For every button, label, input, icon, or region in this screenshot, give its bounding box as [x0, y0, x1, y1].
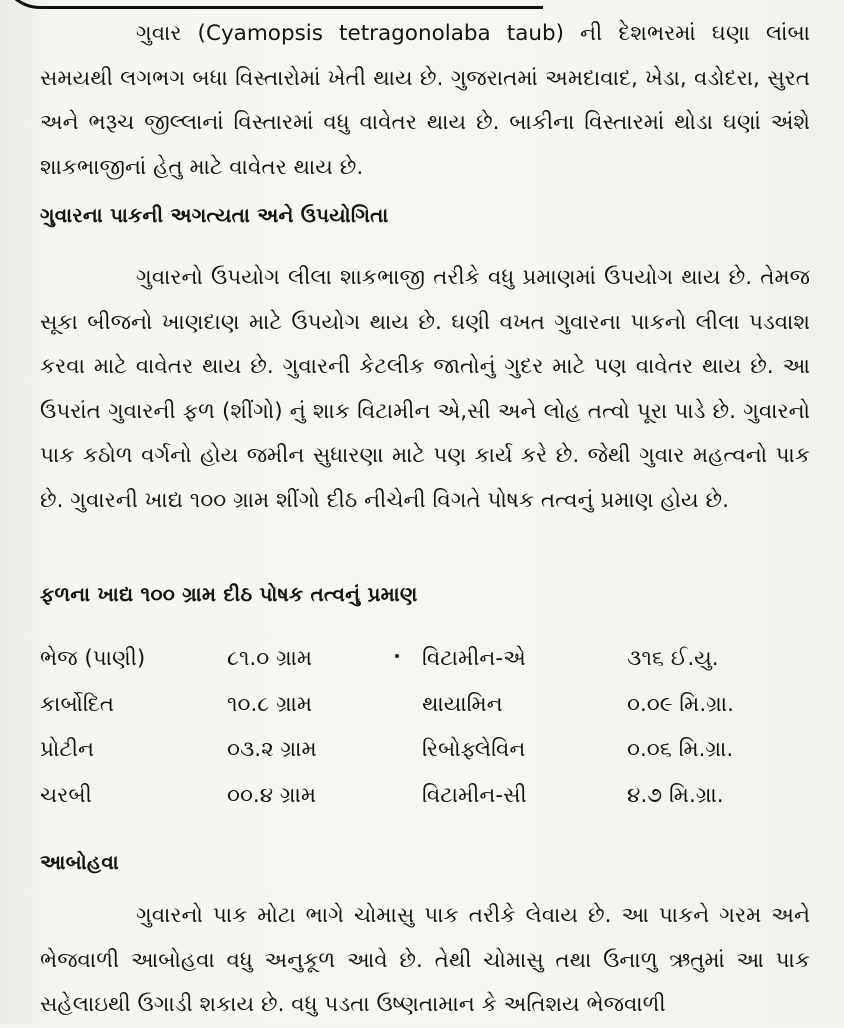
climate-heading: આબોહવા: [40, 850, 119, 874]
nutrient-name: ચરબી: [40, 782, 92, 808]
importance-text: ગુવારનો ઉપયોગ લીલા શાકભાજી તરીકે વધુ પ્રમાણમાં ઉપયોગ થાય છે. તેમજ સૂકા બીજનો ખાણદાણ માટે ઉપયોગ થાય છે. ઘણી વખત ગુવારના પાકનો લીલા પડવાશ કરવા માટે વાવેતર થાય છે. ગુવારની કેટલીક જાતોનું ગુદર માટે પણ વાવેતર થાય છે. આ ઉપરાંત ગુવારની ફળ (શીંગો) નું શાક વિટામીન એ,સી અને લોહ તત્વો પૂરા પાડે છે. ગુવારનો પાક કઠોળ વર્ગનો હોય જમીન સુધારણા માટે પણ કાર્ય કરે છે. જેથી ગુવાર મહત્વનો પાક છે. ગુવારની ખાદ્ય ૧૦૦ ગ્રામ શીંગો દીઠ નીચેની વિગતે પોષક તત્વનું પ્રમાણ હોય છે.: [40, 265, 810, 513]
nutrient-value: ૦૦.૪ ગ્રામ: [227, 782, 317, 808]
intro-text: ગુવાર (Cyamopsis tetragonolaba taub) ની દેશભરમાં ઘણા લાંબા સમયથી લગભગ બધા વિસ્તારોમાં ખેતી થાય છે. ગુજરાતમાં અમદાવાદ, ખેડા, વડોદરા, સુરત અને ભરૂચ જીલ્લાનાં વિસ્તારમાં વધુ વાવેતર થાય છે. બાકીના વિસ્તારમાં થોડા ઘણાં અંશે શાકભાજીનાં હેતુ માટે વાવેતર થાય છે.: [40, 21, 810, 180]
top-border-curve: [0, 0, 543, 9]
nutrient-name: વિટામીન-સી: [422, 782, 527, 808]
importance-paragraph: [40, 256, 810, 523]
nutrient-value: ૦.૦૯ મિ.ગ્રા.: [627, 691, 734, 717]
nutrient-name: રિબોફ્લેવિન: [422, 737, 526, 763]
nutrient-value: ૦.૦૬ મિ.ગ્રા.: [627, 737, 734, 763]
nutrient-name: થાયામિન: [422, 691, 503, 717]
nutrient-name: વિટામીન-એ: [422, 646, 526, 672]
nutrition-table: [40, 636, 820, 818]
table-row: [40, 636, 820, 682]
importance-heading: ગુવારના પાકની અગત્યતા અને ઉપયોગિતા: [40, 203, 389, 227]
nutrient-value: ૧૦.૮ ગ્રામ: [227, 691, 313, 717]
nutrient-name: ભેજ (પાણી): [40, 646, 146, 672]
table-row: [40, 773, 820, 819]
nutrient-name: કાર્બોદિત: [40, 691, 115, 717]
nutrition-heading: ફળના ખાદ્ય ૧૦૦ ગ્રામ દીઠ પોષક તત્વનું પ્રમાણ: [40, 582, 418, 606]
intro-paragraph: [40, 12, 810, 190]
climate-text: ગુવારનો પાક મોટા ભાગે ચોમાસુ પાક તરીકે લેવાય છે. આ પાકને ગરમ અને ભેજવાળી આબોહવા વધુ અનુકૂળ આવે છે. તેથી ચોમાસુ તથા ઉનાળુ ઋતુમાં આ પાક સહેલાઇથી ઉગાડી શકાય છે. વધુ પડતા ઉષ્ણતામાન કે અતિશય ભેજવાળી: [40, 903, 810, 1017]
nutrient-value: ૦૩.૨ ગ્રામ: [227, 737, 317, 763]
nutrient-value: ૪.૭ મિ.ગ્રા.: [627, 782, 724, 808]
climate-paragraph: [40, 894, 810, 1028]
nutrient-value: ૩૧૬ ઈ.યુ.: [627, 646, 719, 672]
nutrient-name: પ્રોટીન: [40, 737, 95, 763]
nutrient-value: ૮૧.૦ ગ્રામ: [227, 646, 313, 672]
table-row: [40, 727, 820, 773]
table-row: [40, 682, 820, 728]
